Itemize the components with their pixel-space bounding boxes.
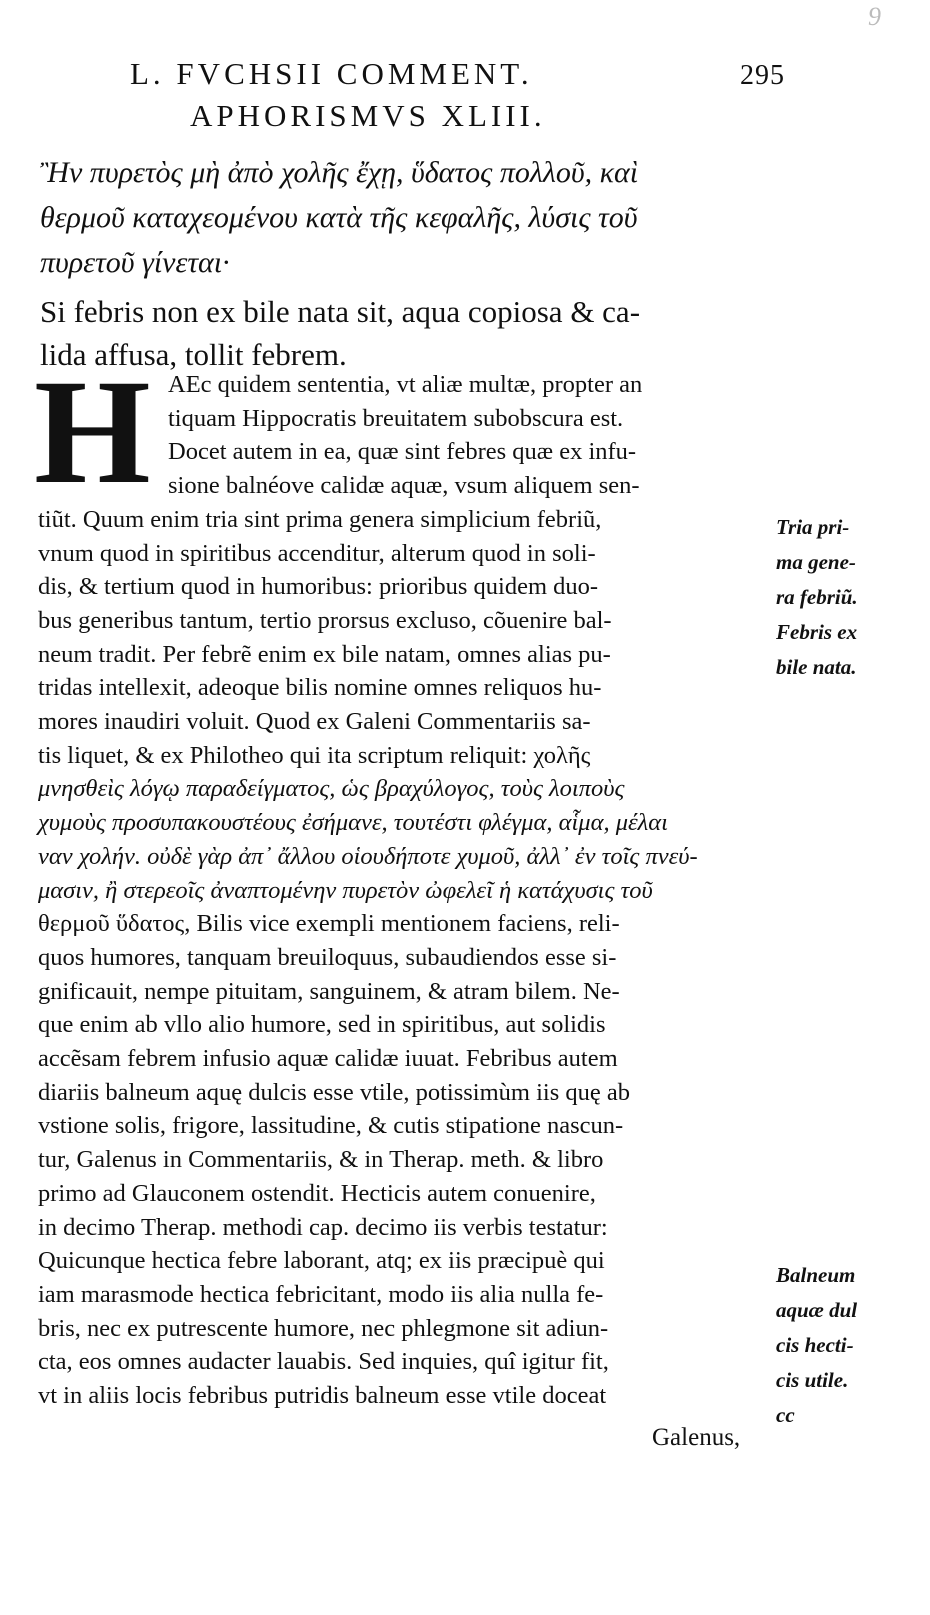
margin-note-line: Febris ex xyxy=(776,620,858,644)
greek-aphorism-line: θερμοῦ καταχεομένου κατὰ τῆς κεφαλῆς, λύσις τοῦ xyxy=(40,201,638,234)
commentary-line: cta, eos omnes audacter lauabis. Sed inquies, quî igitur fit, xyxy=(38,1348,609,1376)
commentary-line: vnum quod in spiritibus accenditur, alterum quod in soli- xyxy=(38,539,596,567)
commentary-line: accẽsam febrem infusio aquæ calidæ iuuat. Febribus autem xyxy=(38,1045,618,1073)
commentary-line: tiquam Hippocratis breuitatem subobscura est. xyxy=(168,404,624,432)
commentary-line: tridas intellexit, adeoque bilis nomine omnes reliquos hu- xyxy=(38,674,602,702)
margin-note-line: cis utile. xyxy=(776,1368,849,1392)
margin-note-line: ra febriũ. xyxy=(776,585,858,609)
drop-cap: H xyxy=(34,349,151,515)
commentary-line: bus generibus tantum, tertio prorsus excluso, cõuenire bal- xyxy=(38,606,612,634)
margin-note-line: cc xyxy=(776,1403,795,1427)
commentary-line: iam marasmode hectica febricitant, modo iis alia nulla fe- xyxy=(38,1280,604,1308)
commentary-line: dis, & tertium quod in humoribus: prioribus quidem duo- xyxy=(38,573,599,601)
commentary-line: mores inaudiri voluit. Quod ex Galeni Commentariis sa- xyxy=(38,708,591,736)
commentary-line: quos humores, tanquam breuiloquus, subaudiendos esse si- xyxy=(38,943,617,971)
catchword: Galenus, xyxy=(652,1424,741,1451)
commentary-line: vstione solis, frigore, lassitudine, & cutis stipatione nascun- xyxy=(38,1112,624,1140)
corner-mark: 9 xyxy=(868,2,881,31)
commentary-line: bris, nec ex putrescente humore, nec phlegmone sit adiun- xyxy=(38,1314,609,1342)
margin-note-line: cis hecti- xyxy=(776,1333,854,1357)
greek-aphorism-line: Ἢν πυρετὸς μὴ ἀπὸ χολῆς ἔχῃ, ὕδατος πολλοῦ, καὶ xyxy=(40,156,639,189)
running-head: L. FVCHSII COMMENT. xyxy=(130,56,533,91)
margin-note-line: Balneum xyxy=(776,1263,856,1287)
commentary-line: tiũt. Quum enim tria sint prima genera simplicium febriũ, xyxy=(38,505,602,533)
commentary-line: diariis balneum aquę dulcis esse vtile, potissimùm iis quę ab xyxy=(38,1078,630,1106)
latin-translation-line: Si febris non ex bile nata sit, aqua copiosa & ca- xyxy=(40,294,641,329)
commentary-line: Quicunque hectica febre laborant, atq; ex iis præcipuè qui xyxy=(38,1247,605,1275)
greek-aphorism-line: πυρετοῦ γίνεται· xyxy=(40,246,230,279)
page-number: 295 xyxy=(740,60,785,91)
commentary-line: in decimo Therap. methodi cap. decimo iis verbis testatur: xyxy=(38,1213,608,1241)
margin-note xyxy=(776,510,916,615)
commentary-line: θερμοῦ ὕδατος, Bilis vice exempli mentionem faciens, reli- xyxy=(38,910,620,938)
commentary-body xyxy=(38,368,768,1413)
commentary-line: sione balnéove calidæ aquæ, vsum aliquem sen- xyxy=(168,472,640,500)
commentary-greek-line: μασιν, ἢ στερεοῖς ἀναπτομένην πυρετὸν ὠφελεῖ ἡ κατάχυσις τοῦ xyxy=(38,876,653,904)
commentary-line: AEc quidem sententia, vt aliæ multæ, propter an xyxy=(168,371,643,398)
margin-note xyxy=(776,1258,916,1433)
commentary-line: neum tradit. Per febrẽ enim ex bile natam, omnes alias pu- xyxy=(38,640,611,668)
commentary-line: que enim ab vllo alio humore, sed in spiritibus, aut solidis xyxy=(38,1011,606,1039)
commentary-line: tis liquet, & ex Philotheo qui ita scriptum reliquit: χολῆς xyxy=(38,741,591,769)
margin-note-line: ma gene- xyxy=(776,550,856,574)
commentary-line: gnificauit, nempe pituitam, sanguinem, & atram bilem. Ne- xyxy=(38,977,620,1005)
margin-note xyxy=(776,615,916,685)
margin-note-line: bile nata. xyxy=(776,655,857,679)
commentary-greek-line: ναν χολήν. οὐδὲ γὰρ ἀπ᾽ ἄλλου οἱουδήποτε χυμοῦ, ἀλλ᾽ ἐν τοῖς πνεύ- xyxy=(38,842,698,870)
commentary-line: tur, Galenus in Commentariis, & in Therap. meth. & libro xyxy=(38,1146,604,1174)
margin-note-line: aquæ dul xyxy=(776,1298,858,1322)
aphorism-title: APHORISMVS XLIII. xyxy=(190,98,546,133)
commentary-line: primo ad Glauconem ostendit. Hecticis autem conuenire, xyxy=(38,1179,596,1207)
latin-translation-line: lida affusa, tollit febrem. xyxy=(40,337,347,372)
latin-translation xyxy=(40,290,780,376)
greek-aphorism xyxy=(40,150,780,285)
margin-note-line: Tria pri- xyxy=(776,515,850,539)
commentary-line: vt in aliis locis febribus putridis balneum esse vtile doceat xyxy=(38,1382,607,1410)
commentary-line: Docet autem in ea, quæ sint febres quæ ex infu- xyxy=(168,438,637,466)
commentary-greek-line: χυμοὺς προσυπακουστέους ἐσήμανε, τουτέστι φλέγμα, αἷμα, μέλαι xyxy=(38,809,668,837)
commentary-greek-line: μνησθεὶς λόγῳ παραδείγματος, ὡς βραχύλογος, τοὺς λοιποὺς xyxy=(38,775,625,803)
